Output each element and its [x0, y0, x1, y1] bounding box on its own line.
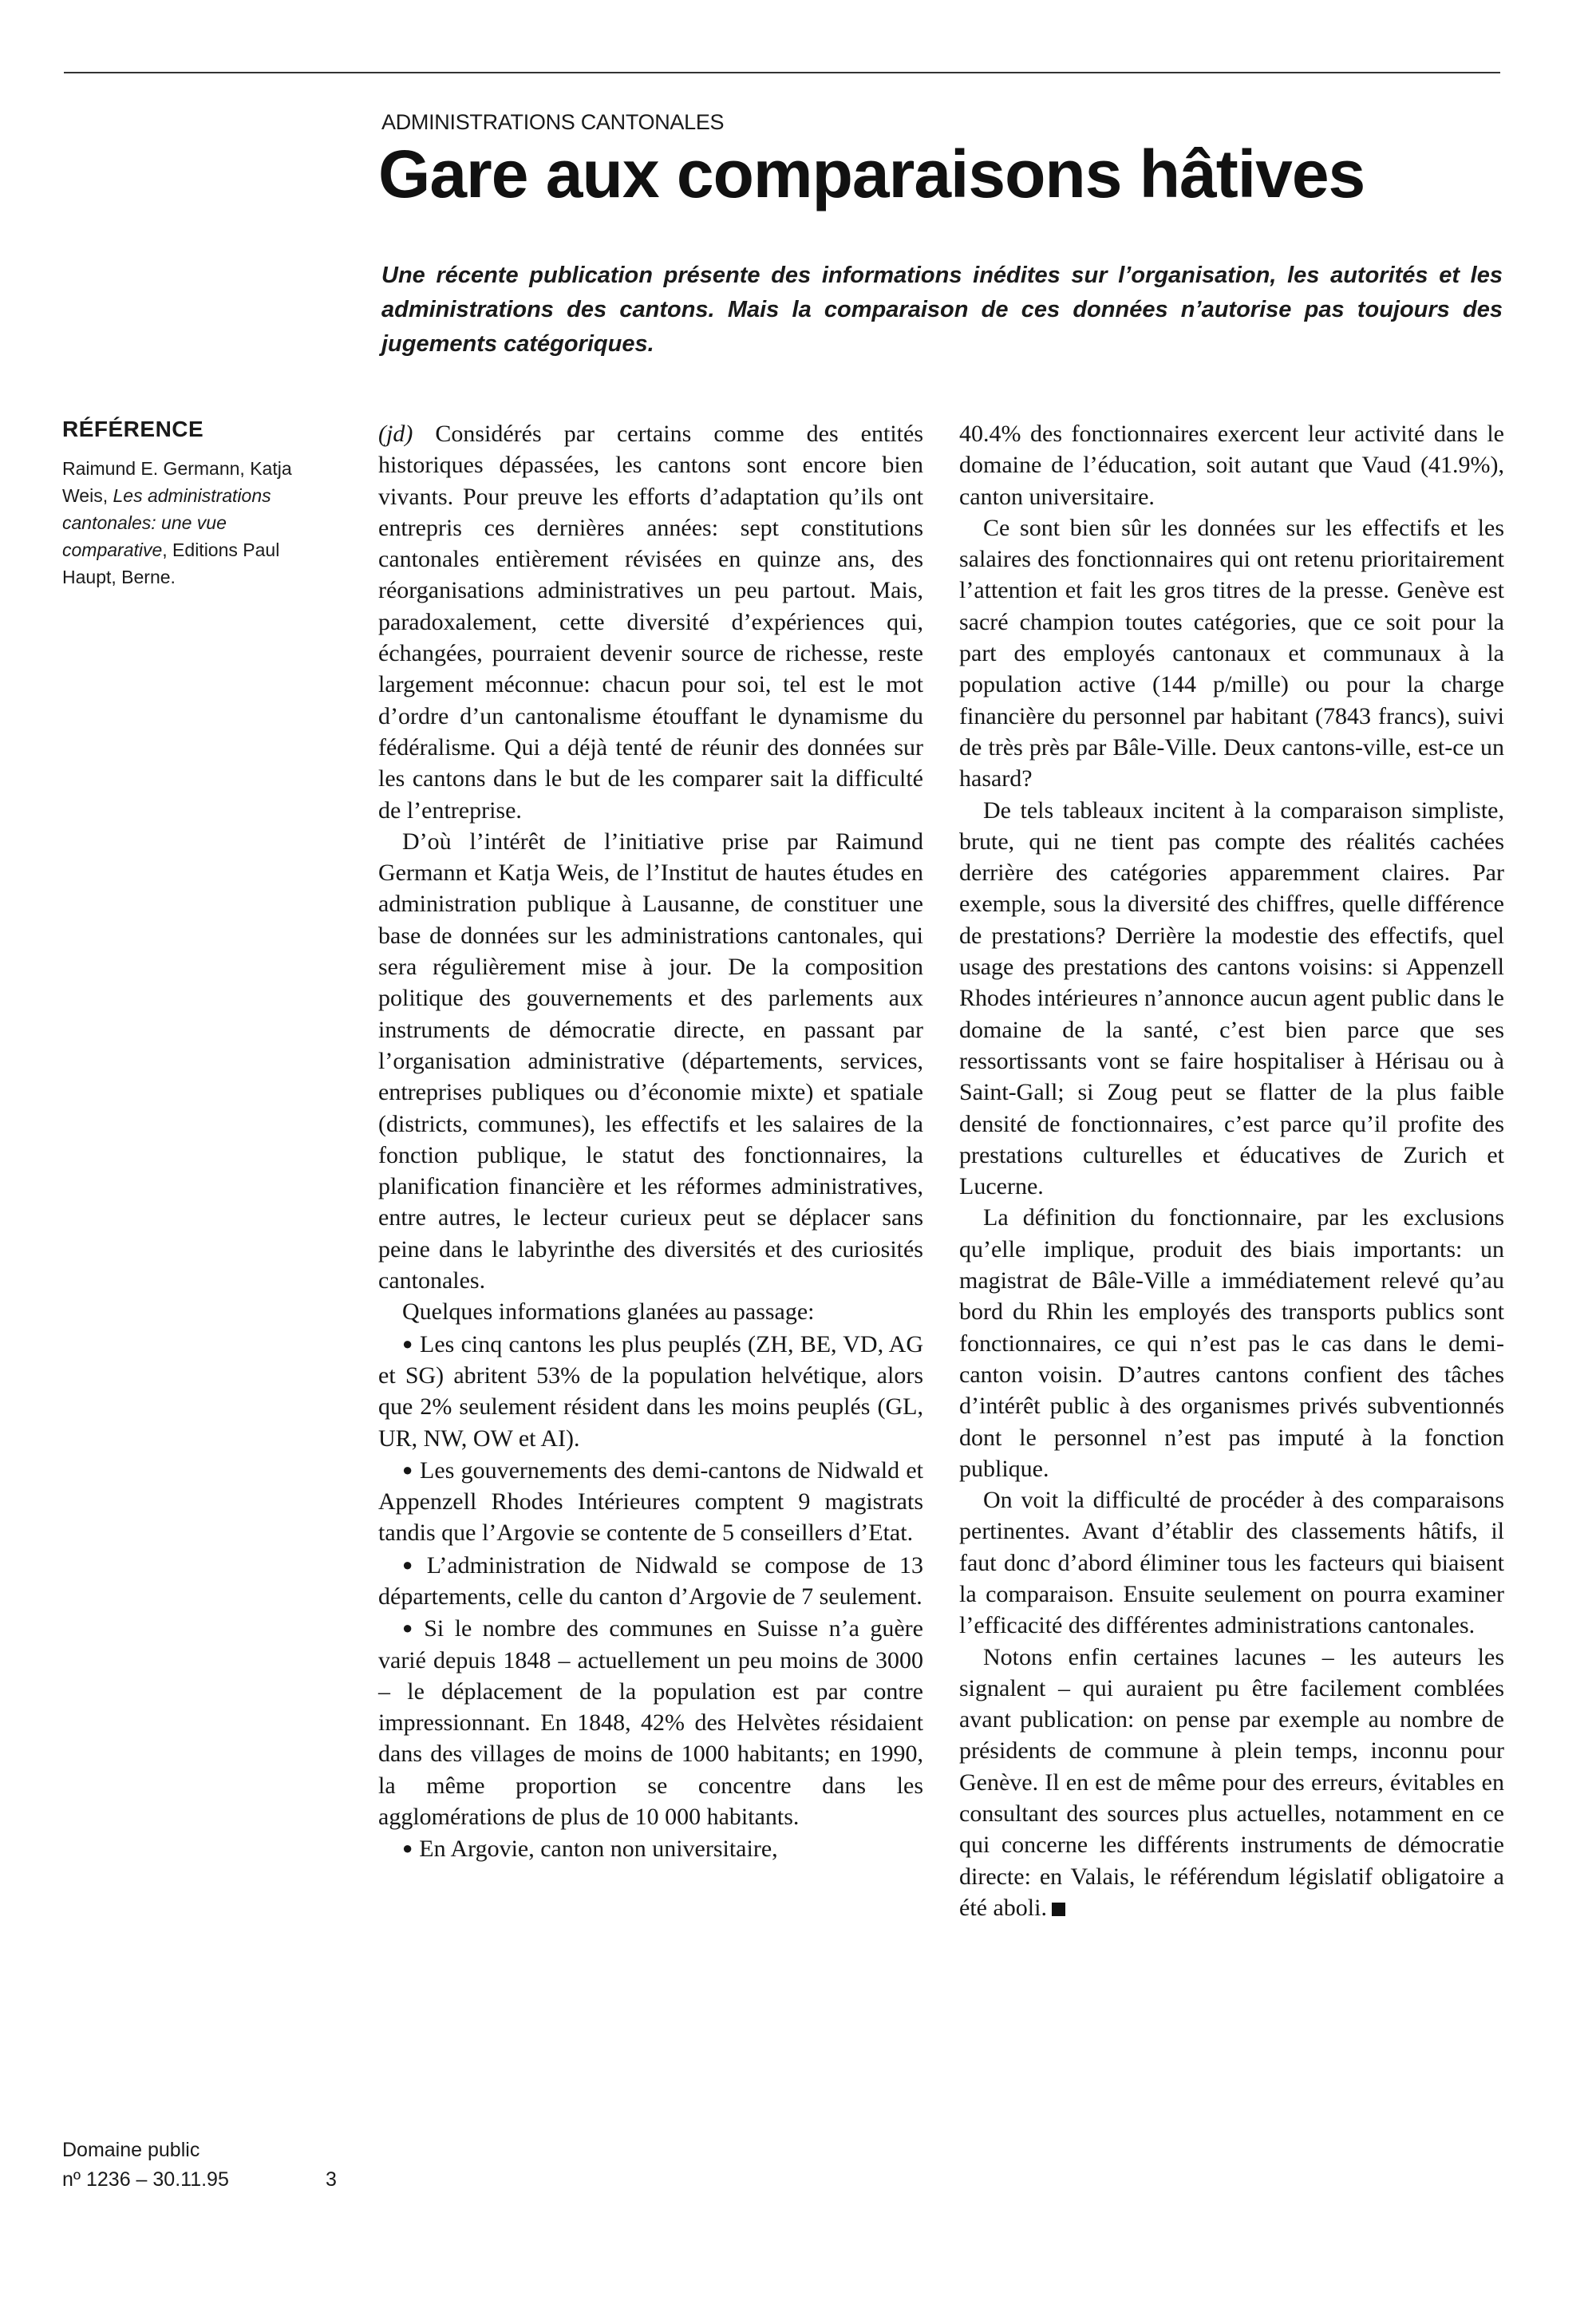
paragraph: 40.4% des fonctionnaires exercent leur activité dans le domaine de l’éducation, soit autant que Vaud (41.9%), canton universitaire. — [959, 421, 1504, 510]
paragraph: De tels tableaux incitent à la comparaison simpliste, brute, qui ne tient pas compte des réalités cachées derrière des catégories apparemment claires. Par exemple, sous la diversité des chiffres, quelle différence de prestations? Derrière la modestie des effectifs, quel usage des prestations des cantons voisins: si Appenzell Rhodes intérieures n’annonce aucun agent public dans le domaine de la santé, c’est bien parce que ses ressortissants vont se faire hospitaliser à Hérisau ou à Saint-Gall; si Zoug peut se flatter de la plus faible densité de fonctionnaires, c’est parce qu’il profite des prestations culturelles et éducatives de Zurich et Lucerne. — [959, 796, 1504, 1200]
bullet-item: ● Les cinq cantons les plus peuplés (ZH, BE, VD, AG et SG) abritent 53% de la population helvétique, alors que 2% seulement résident dans les moins peuplés (GL, UR, NW, OW et AI). — [378, 1330, 923, 1452]
issue-info: nº 1236 – 30.11.95 — [62, 2168, 229, 2191]
article-lede: Une récente publication présente des informations inédites sur l’organisation, les autorités et les administrations des cantons. Mais la comparaison de ces données n’autorise pas toujours des jugements catégoriques. — [381, 263, 1503, 357]
section-kicker: ADMINISTRATIONS CANTONALES — [381, 110, 725, 134]
bullet-icon: ● — [402, 1459, 414, 1480]
reference-book-title: Les administrations cantonales: une vue comparative — [62, 485, 271, 560]
reference-citation — [62, 455, 334, 591]
bullet-item: ● Si le nombre des communes en Suisse n’a guère varié depuis 1848 – actuellement un peu moins de 3000 – le déplacement de la population est par contre impressionnant. En 1848, 42% des Helvètes résidaient dans des villages de moins de 1000 habitants; en 1990, la même proportion se concentre dans les agglomérations de plus de 10 000 habitants. — [378, 1615, 923, 1831]
end-of-article-icon — [1052, 1903, 1065, 1916]
bullet-icon: ● — [402, 1838, 413, 1859]
paragraph: D’où l’intérêt de l’initiative prise par Raimund Germann et Katja Weis, de l’Institut de hautes études en administration publique à Lausanne, de constituer une base de données sur les administrations cantonales, qui sera régulièrement mise à jour. De la composition politique des gouvernements et des parlements aux instruments de démocratie directe, en passant par l’organisation administrative (départements, services, entreprises publiques ou d’économie mixte) et spatiale (districts, communes), les effectifs et les salaires de la fonction publique, le statut des fonctionnaires, la planification financière et les réformes administratives, entre autres, le lecteur curieux peut se déplacer sans peine dans le labyrinthe des diversités et des curiosités cantonales. — [378, 828, 923, 1294]
bullet-item: ● En Argovie, canton non universitaire, — [402, 1836, 778, 1863]
paragraph: La définition du fonctionnaire, par les exclusions qu’elle implique, produit des biais importants: un magistrat de Bâle-Ville a immédiatement relevé qu’au bord du Rhin les employés des transports publics sont fonctionnaires, ce qui n’est pas le cas dans le demi-canton voisin. D’autres cantons confient des tâches d’intérêt public à des organismes privés subventionnés dont le personnel n’est pas imputé à la fonction publique. — [959, 1204, 1504, 1482]
top-rule — [64, 72, 1500, 73]
reference-sidebar — [62, 417, 334, 591]
bullet-item: ● L’administration de Nidwald se compose de 13 départements, celle du canton d’Argovie de 7 seulement. — [378, 1551, 923, 1610]
page-number: 3 — [326, 2168, 337, 2191]
bullet-icon: ● — [402, 1618, 418, 1638]
reference-authors: Raimund E. Germann, Katja Weis, — [62, 458, 292, 506]
bullet-item: ● Les gouvernements des demi-cantons de Nidwald et Appenzell Rhodes Intérieures comptent 9 magistrats tandis que l’Argovie se contente de 5 conseillers d’Etat. — [378, 1456, 924, 1547]
footer — [62, 2136, 229, 2195]
paragraph-final: Notons enfin certaines lacunes – les auteurs les signalent – qui auraient pu être facilement comblées avant publication: on pense par exemple au nombre de présidents de commune à plein temps, inconnu pour Genève. Il en est de même pour des erreurs, évitables en consultant des sources plus actuelles, notamment en ce qui concerne les différents instruments de démocratie directe: en Valais, le référendum législatif obligatoire a été aboli. — [959, 1643, 1504, 1921]
bullet-icon: ● — [402, 1333, 414, 1354]
publication-name: Domaine public — [62, 2139, 200, 2161]
paragraph: Quelques informations glanées au passage: — [402, 1298, 815, 1326]
article-column-1 — [378, 418, 923, 1865]
paragraph-intro: (jd) Considérés par certains comme des entités historiques dépassées, les cantons sont encore bien vivants. Pour preuve les efforts d’adaptation qu’ils ont entrepris ces dernières années: sept constitutions cantonales entièrement révisées en quinze ans, des réorganisations administratives un peu partout. Mais, paradoxalement, cette diversité d’expériences qui, échangées, pourraient devenir source de richesse, reste largement méconnue: chacun pour soi, tel est le mot d’ordre d’un cantonalisme étouffant le dynamisme du fédéralisme. Qui a déjà tenté de réunir des données sur les cantons dans le but de les comparer sait la difficulté de l’entreprise. — [378, 421, 923, 824]
article-title: Gare aux comparaisons hâtives — [378, 136, 1365, 211]
paragraph: Ce sont bien sûr les données sur les effectifs et les salaires des fonctionnaires qui ont retenu prioritairement l’attention et fait les gros titres de la presse. Genève est sacré champion toutes catégories, que ce soit pour la part des employés cantonaux et communaux à la population active (144 p/mille) ou pour la charge financière du personnel par habitant (7843 francs), suivi de très près par Bâle-Ville. Deux cantons-ville, est-ce un hasard? — [959, 514, 1504, 792]
paragraph: On voit la difficulté de procéder à des comparaisons pertinentes. Avant d’établir des classements hâtifs, il faut donc d’abord éliminer tous les facteurs qui biaisent la comparaison. Ensuite seulement on pourra examiner l’efficacité des différentes administrations cantonales. — [959, 1487, 1504, 1639]
reference-heading: RÉFÉRENCE — [62, 417, 204, 441]
bullet-icon: ● — [402, 1554, 421, 1575]
article-column-2 — [959, 418, 1504, 1923]
author-initials: (jd) — [378, 421, 413, 447]
reference-publisher: , Editions Paul Haupt, Berne. — [62, 539, 280, 587]
